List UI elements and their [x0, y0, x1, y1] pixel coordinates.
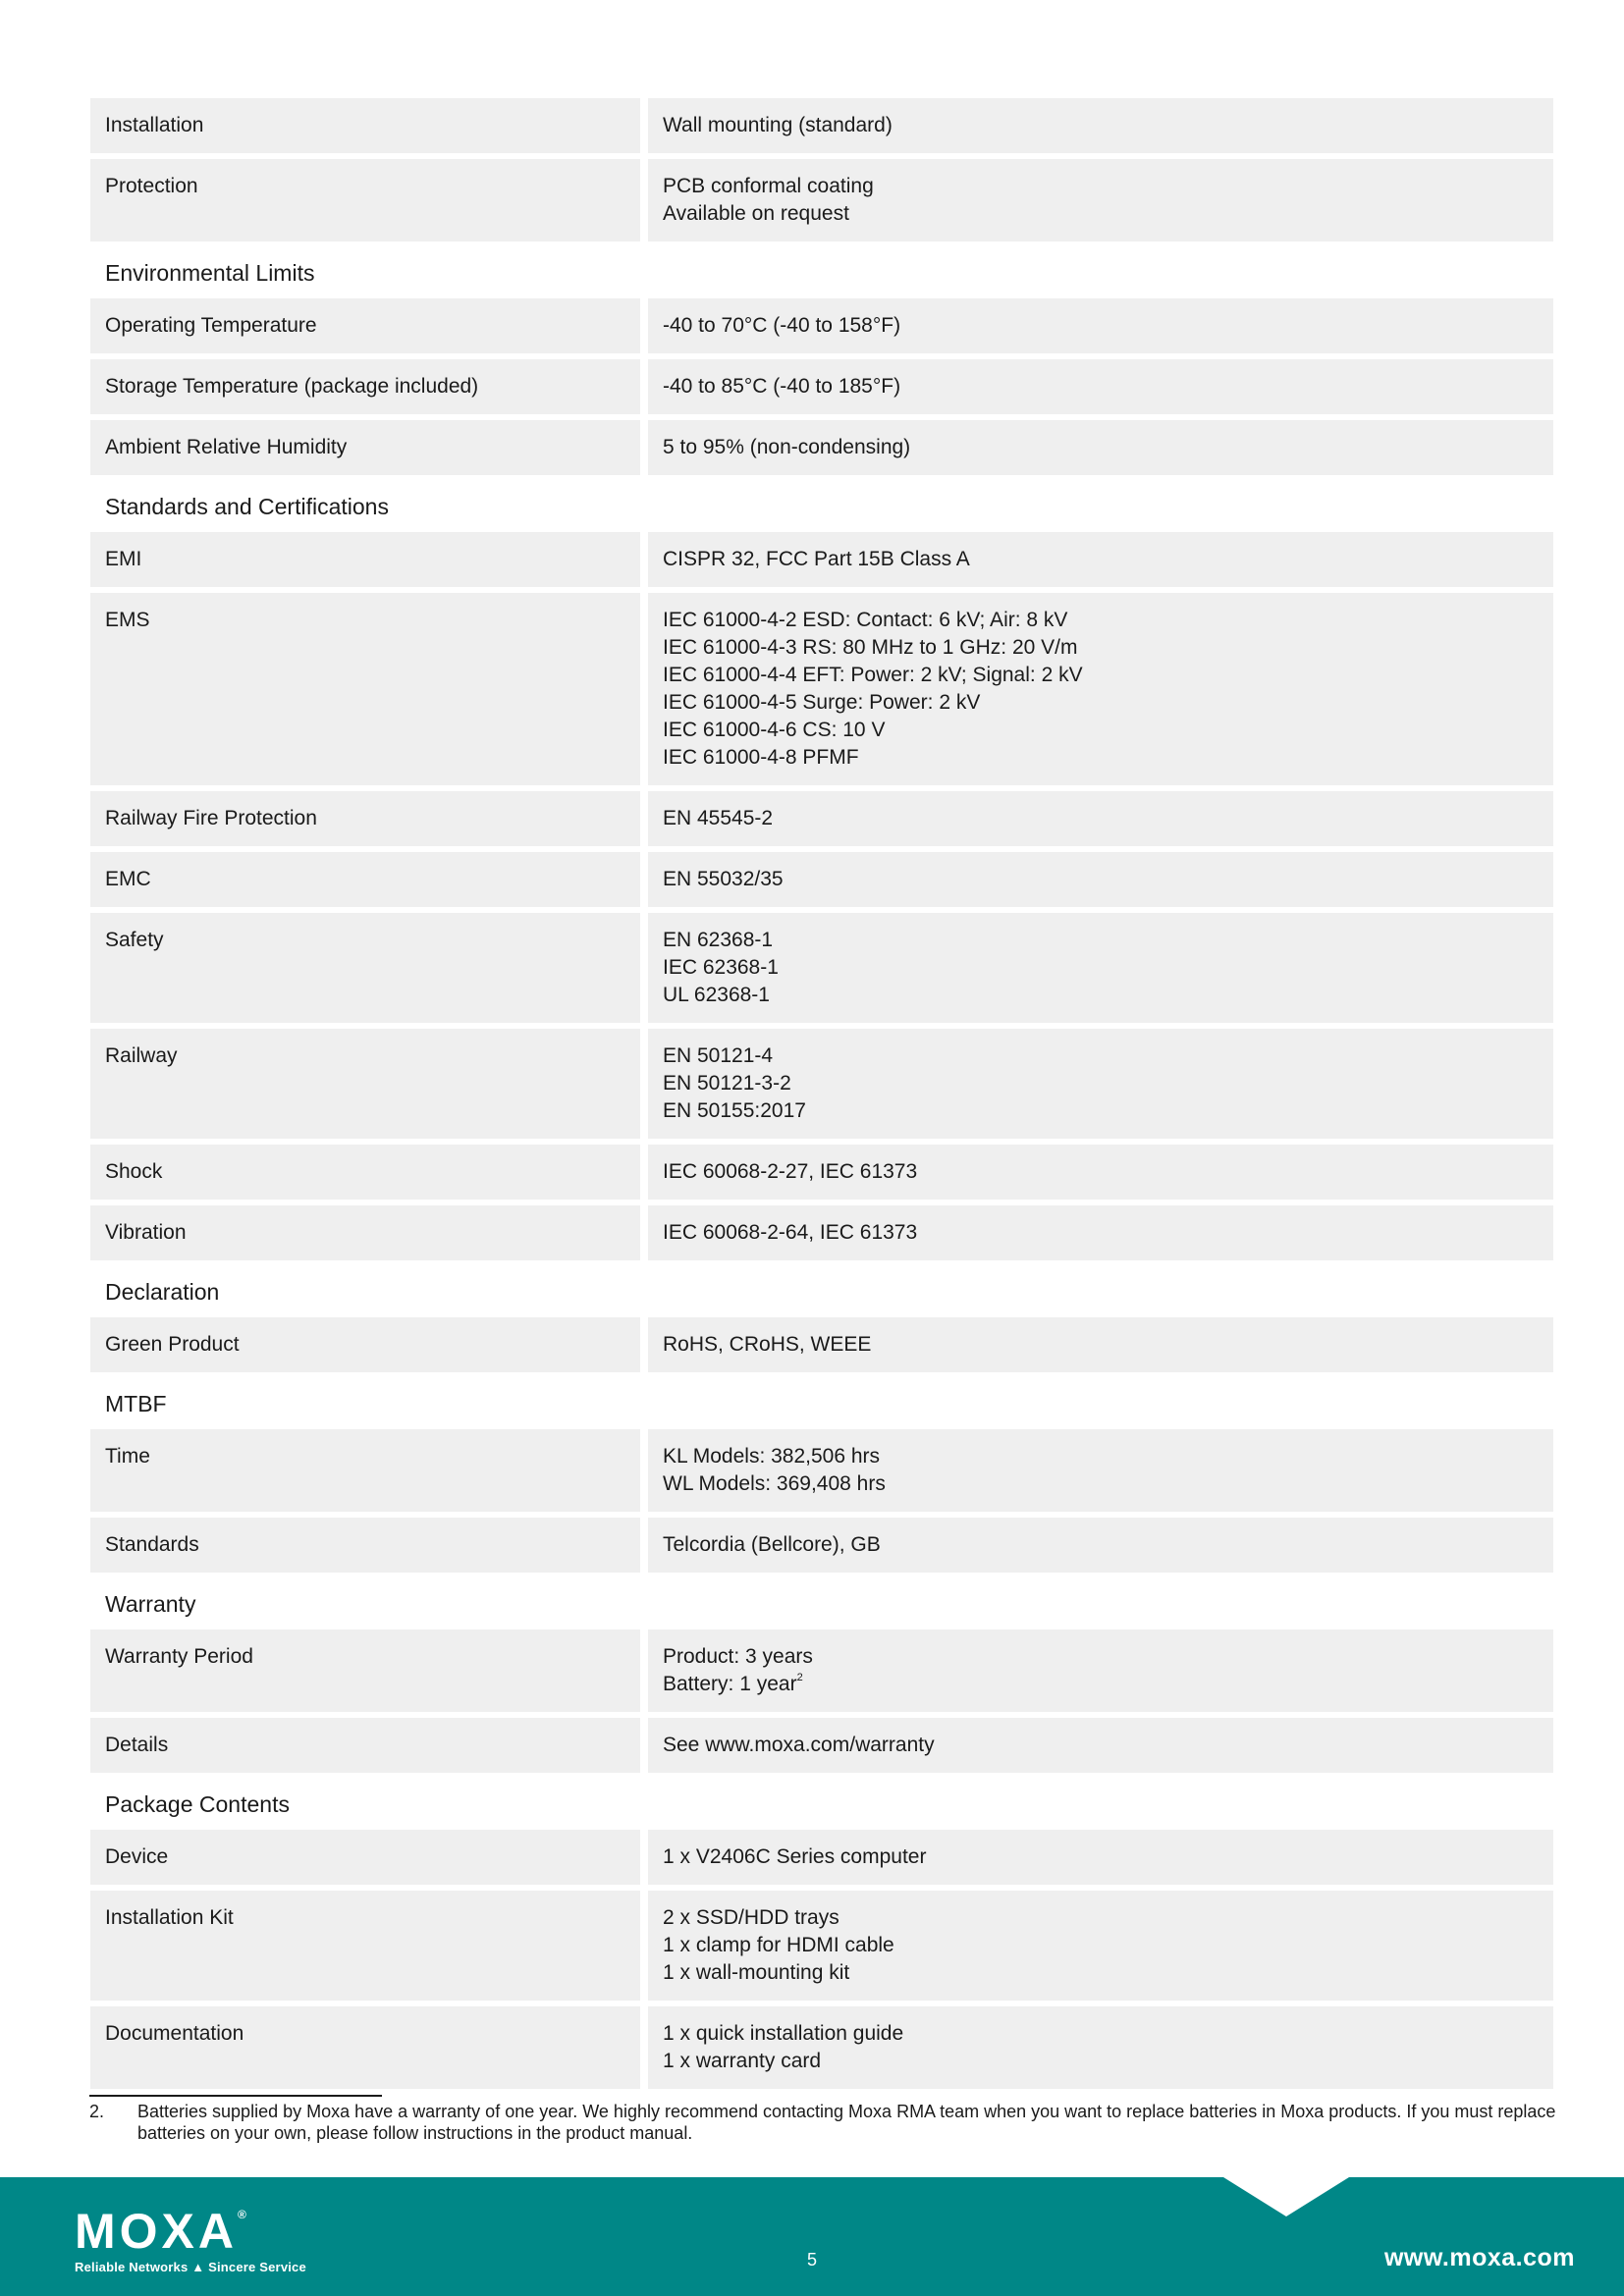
spec-label: Installation Kit	[90, 1891, 640, 2001]
spec-value	[648, 2006, 1553, 2089]
spec-value-line	[663, 927, 1540, 954]
spec-value-text: -40 to 85°C (-40 to 185°F)	[663, 375, 901, 398]
spec-row	[90, 1205, 1553, 1260]
spec-row	[90, 852, 1553, 907]
spec-value-line	[663, 173, 1540, 200]
spec-row	[90, 1429, 1553, 1512]
spec-value-line	[663, 1732, 1540, 1759]
spec-value	[648, 1429, 1553, 1512]
spec-value-line	[663, 689, 1540, 717]
spec-value-line	[663, 1531, 1540, 1559]
spec-label: Railway Fire Protection	[90, 791, 640, 846]
spec-value-text: Battery: 1 year	[663, 1673, 797, 1695]
spec-value-line	[663, 717, 1540, 744]
spec-value-text: 2 x SSD/HDD trays	[663, 1906, 839, 1929]
spec-value	[648, 593, 1553, 785]
spec-value	[648, 1029, 1553, 1139]
spec-row	[90, 1830, 1553, 1885]
spec-value-text: EN 45545-2	[663, 807, 774, 829]
spec-value-line	[663, 866, 1540, 893]
spec-value-line	[663, 312, 1540, 340]
website-link[interactable]: www.moxa.com	[1383, 2244, 1575, 2271]
spec-value-text: 1 x V2406C Series computer	[663, 1845, 927, 1868]
spec-row	[90, 1145, 1553, 1200]
spec-value-text: 1 x warranty card	[663, 2050, 822, 2072]
spec-value-line	[663, 1042, 1540, 1070]
spec-value	[648, 1830, 1553, 1885]
spec-label: EMI	[90, 532, 640, 587]
spec-value-line	[663, 662, 1540, 689]
spec-value-line	[663, 112, 1540, 139]
spec-label: Time	[90, 1429, 640, 1512]
spec-value	[648, 1518, 1553, 1573]
spec-value-text: IEC 61000-4-4 EFT: Power: 2 kV; Signal: 2 kV	[663, 664, 1083, 686]
spec-value	[648, 913, 1553, 1023]
spec-value-text: PCB conformal coating	[663, 175, 874, 197]
spec-value-text: EN 55032/35	[663, 868, 784, 890]
spec-label: Warranty Period	[90, 1629, 640, 1712]
spec-label: Documentation	[90, 2006, 640, 2089]
spec-value	[648, 1891, 1553, 2001]
section-title: Warranty	[105, 1590, 196, 1617]
spec-value	[648, 159, 1553, 241]
spec-row	[90, 1518, 1553, 1573]
spec-value	[648, 852, 1553, 907]
logo-wordmark	[75, 2204, 306, 2259]
spec-value-line	[663, 2020, 1540, 2048]
spec-row	[90, 913, 1553, 1023]
spec-value-text: UL 62368-1	[663, 984, 770, 1006]
spec-row	[90, 98, 1553, 153]
spec-value-text: IEC 61000-4-5 Surge: Power: 2 kV	[663, 691, 981, 714]
spec-row	[90, 1029, 1553, 1139]
spec-row	[90, 420, 1553, 475]
spec-value-line	[663, 1070, 1540, 1097]
spec-value-line	[663, 373, 1540, 400]
spec-value-line	[663, 982, 1540, 1009]
spec-value-text: EN 62368-1	[663, 929, 774, 951]
spec-value	[648, 420, 1553, 475]
spec-label: Railway	[90, 1029, 640, 1139]
spec-value-text: Product: 3 years	[663, 1645, 813, 1668]
footnote	[89, 2101, 1562, 2144]
spec-row	[90, 1718, 1553, 1773]
spec-value-text: Wall mounting (standard)	[663, 114, 893, 136]
spec-row	[90, 593, 1553, 785]
spec-value-line	[663, 1932, 1540, 1959]
spec-value-line	[663, 1097, 1540, 1125]
spec-value-text: 1 x wall-mounting kit	[663, 1961, 850, 1984]
spec-value-text: 1 x clamp for HDMI cable	[663, 1934, 894, 1956]
spec-value-line	[663, 607, 1540, 634]
logo-text: MOXA	[75, 2204, 238, 2259]
spec-value-line	[663, 1643, 1540, 1671]
spec-value	[648, 1718, 1553, 1773]
spec-value-text: IEC 62368-1	[663, 956, 779, 979]
spec-value	[648, 1317, 1553, 1372]
spec-value-text: EN 50121-4	[663, 1044, 774, 1067]
spec-value-text: Telcordia (Bellcore), GB	[663, 1533, 881, 1556]
spec-value-text: IEC 61000-4-6 CS: 10 V	[663, 719, 886, 741]
page-number: 5	[806, 2250, 817, 2269]
spec-label: Protection	[90, 159, 640, 241]
spec-value-line	[663, 1959, 1540, 1987]
spec-value-line	[663, 200, 1540, 228]
spec-value-text: WL Models: 369,408 hrs	[663, 1472, 886, 1495]
spec-value	[648, 359, 1553, 414]
spec-value	[648, 1629, 1553, 1712]
spec-value-text: IEC 61000-4-2 ESD: Contact: 6 kV; Air: 8 kV	[663, 609, 1068, 631]
spec-value-text: RoHS, CRoHS, WEEE	[663, 1333, 872, 1356]
spec-value	[648, 532, 1553, 587]
spec-value-text: CISPR 32, FCC Part 15B Class A	[663, 548, 970, 570]
spec-value	[648, 298, 1553, 353]
spec-row	[90, 1891, 1553, 2001]
spec-row	[90, 791, 1553, 846]
spec-value-line	[663, 1158, 1540, 1186]
spec-value	[648, 791, 1553, 846]
spec-value-line	[663, 744, 1540, 772]
spec-value-text: See www.moxa.com/warranty	[663, 1734, 935, 1756]
footer-notch	[1223, 2177, 1349, 2216]
spec-label: Device	[90, 1830, 640, 1885]
spec-value-line	[663, 805, 1540, 832]
section-title: Declaration	[105, 1278, 220, 1305]
section-title: Environmental Limits	[105, 259, 315, 286]
spec-label: Safety	[90, 913, 640, 1023]
spec-value-line	[663, 1219, 1540, 1247]
spec-value-text: IEC 61000-4-8 PFMF	[663, 746, 859, 769]
spec-value	[648, 1205, 1553, 1260]
spec-row	[90, 298, 1553, 353]
spec-value-line	[663, 434, 1540, 461]
spec-label: Vibration	[90, 1205, 640, 1260]
section-title: MTBF	[105, 1390, 167, 1416]
spec-value-text: KL Models: 382,506 hrs	[663, 1445, 881, 1468]
spec-value-text: 1 x quick installation guide	[663, 2022, 904, 2045]
spec-value-text: IEC 60068-2-64, IEC 61373	[663, 1221, 918, 1244]
footnote-text: Batteries supplied by Moxa have a warranty of one year. We highly recommend contacting Moxa RMA team when you want to replace batteries in Moxa products. If you must replace batteries on your own, please follow instructions in the product manual.	[137, 2102, 1556, 2143]
spec-label: Standards	[90, 1518, 640, 1573]
spec-value-line	[663, 634, 1540, 662]
logo-tagline: Reliable Networks ▲ Sincere Service	[75, 2260, 306, 2274]
section-title: Standards and Certifications	[105, 493, 389, 519]
section-title: Package Contents	[105, 1790, 290, 1817]
spec-label: Green Product	[90, 1317, 640, 1372]
footnote-divider	[89, 2095, 382, 2097]
spec-value	[648, 98, 1553, 153]
spec-table	[90, 98, 1553, 2095]
spec-value-text: 5 to 95% (non-condensing)	[663, 436, 911, 458]
spec-label: EMC	[90, 852, 640, 907]
spec-value	[648, 1145, 1553, 1200]
spec-value-text: EN 50121-3-2	[663, 1072, 791, 1095]
spec-value-line	[663, 954, 1540, 982]
spec-value-text: Available on request	[663, 202, 849, 225]
spec-value-line	[663, 1671, 1540, 1698]
spec-value-text: EN 50155:2017	[663, 1099, 806, 1122]
spec-row	[90, 2006, 1553, 2089]
spec-value-line	[663, 2048, 1540, 2075]
spec-row	[90, 1629, 1553, 1712]
spec-value-line	[663, 1331, 1540, 1359]
spec-value-text: IEC 60068-2-27, IEC 61373	[663, 1160, 918, 1183]
spec-value-line	[663, 1843, 1540, 1871]
spec-label: Operating Temperature	[90, 298, 640, 353]
spec-label: Shock	[90, 1145, 640, 1200]
spec-value-line	[663, 1904, 1540, 1932]
spec-value-line	[663, 546, 1540, 573]
footnote-number: 2.	[89, 2102, 105, 2121]
spec-row	[90, 359, 1553, 414]
spec-row	[90, 159, 1553, 241]
spec-label: Ambient Relative Humidity	[90, 420, 640, 475]
spec-label: Storage Temperature (package included)	[90, 359, 640, 414]
footnote-reference: 2	[796, 1672, 803, 1683]
spec-value-line	[663, 1470, 1540, 1498]
spec-label: EMS	[90, 593, 640, 785]
spec-row	[90, 1317, 1553, 1372]
registered-mark: ®	[238, 2208, 250, 2221]
spec-row	[90, 532, 1553, 587]
spec-value-line	[663, 1443, 1540, 1470]
spec-value-text: -40 to 70°C (-40 to 158°F)	[663, 314, 901, 337]
page-footer	[0, 2177, 1624, 2296]
spec-label: Installation	[90, 98, 640, 153]
spec-label: Details	[90, 1718, 640, 1773]
spec-value-text: IEC 61000-4-3 RS: 80 MHz to 1 GHz: 20 V/m	[663, 636, 1078, 659]
